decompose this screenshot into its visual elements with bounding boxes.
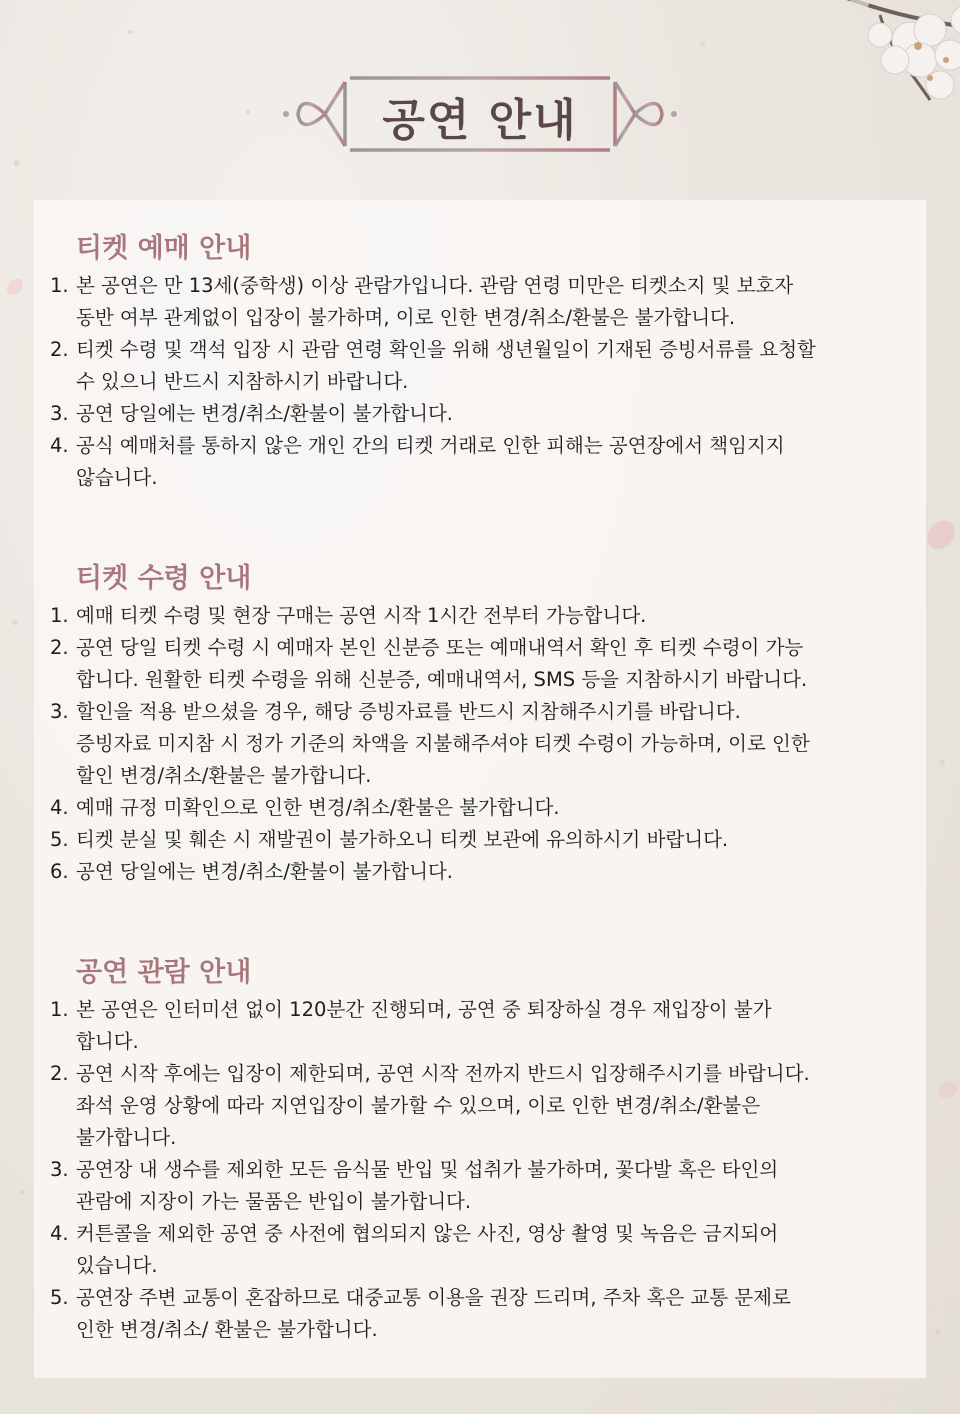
list-item: 6. 공연 당일에는 변경/취소/환불이 불가합니다. (50, 860, 453, 883)
list-item: 4. 공식 예매처를 통하지 않은 개인 간의 티켓 거래로 인한 피해는 공연장에서 책임지지 않습니다. (50, 434, 785, 489)
list-item: 5. 티켓 분실 및 훼손 시 재발권이 불가하오니 티켓 보관에 유의하시기 바랍니다. (50, 828, 729, 851)
list-item: 4. 커튼콜을 제외한 공연 중 사전에 협의되지 않은 사진, 영상 촬영 및 녹음은 금지되어 있습니다. (50, 1222, 779, 1277)
list-item: 2. 티켓 수령 및 객석 입장 시 관람 연령 확인을 위해 생년월일이 기재된 증빙서류를 요청할 수 있으니 반드시 지참하시기 바랍니다. (50, 338, 816, 393)
gold-fleck (935, 1330, 941, 1335)
gold-fleck (940, 760, 945, 765)
list-item: 3. 할인을 적용 받으셨을 경우, 해당 증빙자료를 반드시 지참해주시기를 바랍니다. 증빙자료 미지참 시 정가 기준의 차액을 지불해주셔야 티켓 수령이 가능하며, 이로 인한 할인 변경/취소/환불은 불가합니다. (50, 700, 810, 787)
list-item: 3. 공연 당일에는 변경/취소/환불이 불가합니다. (50, 402, 453, 425)
section-heading: 공연 관람 안내 (76, 957, 252, 988)
list-item: 3. 공연장 내 생수를 제외한 모든 음식물 반입 및 섭취가 불가하며, 꽃다발 혹은 타인의 관람에 지장이 가는 물품은 반입이 불가합니다. (50, 1158, 779, 1213)
petal-icon (4, 276, 27, 297)
petal-icon (924, 516, 959, 553)
section-heading: 티켓 예매 안내 (76, 233, 252, 264)
gold-fleck (20, 1190, 25, 1195)
list-item: 2. 공연 시작 후에는 입장이 제한되며, 공연 시작 전까지 반드시 입장해주시기를 바랍니다. 좌석 운영 상황에 따라 지연입장이 불가할 수 있으며, 이로 인한 변경/취소/환불은 불가합니다. (50, 1062, 810, 1149)
notice-list (50, 270, 900, 494)
notice-list (50, 600, 900, 888)
content-panel (34, 200, 926, 1378)
notice-list (50, 994, 900, 1346)
list-item: 1. 예매 티켓 수령 및 현장 구매는 공연 시작 1시간 전부터 가능합니다. (50, 604, 647, 627)
page-title: 공연 안내 (382, 95, 578, 146)
list-item: 1. 본 공연은 인터미션 없이 120분간 진행되며, 공연 중 퇴장하실 경우 재입장이 불가 합니다. (50, 998, 772, 1053)
list-item: 1. 본 공연은 만 13세(중학생) 이상 관람가입니다. 관람 연령 미만은 티켓소지 및 보호자 동반 여부 관계없이 입장이 불가하며, 이로 인한 변경/취소/환불은 불가합니다. (50, 274, 794, 329)
section-heading: 티켓 수령 안내 (76, 563, 252, 594)
petal-icon (935, 1077, 960, 1103)
list-item: 5. 공연장 주변 교통이 혼잡하므로 대중교통 이용을 권장 드리며, 주차 혹은 교통 문제로 인한 변경/취소/ 환불은 불가합니다. (50, 1286, 791, 1341)
list-item: 4. 예매 규정 미확인으로 인한 변경/취소/환불은 불가합니다. (50, 796, 560, 819)
list-item: 2. 공연 당일 티켓 수령 시 예매자 본인 신분증 또는 예매내역서 확인 후 티켓 수령이 가능 합니다. 원활한 티켓 수령을 위해 신분증, 예매내역서, SMS 등을 지참하시기 바랍니다. (50, 636, 808, 691)
gold-fleck (12, 620, 18, 625)
